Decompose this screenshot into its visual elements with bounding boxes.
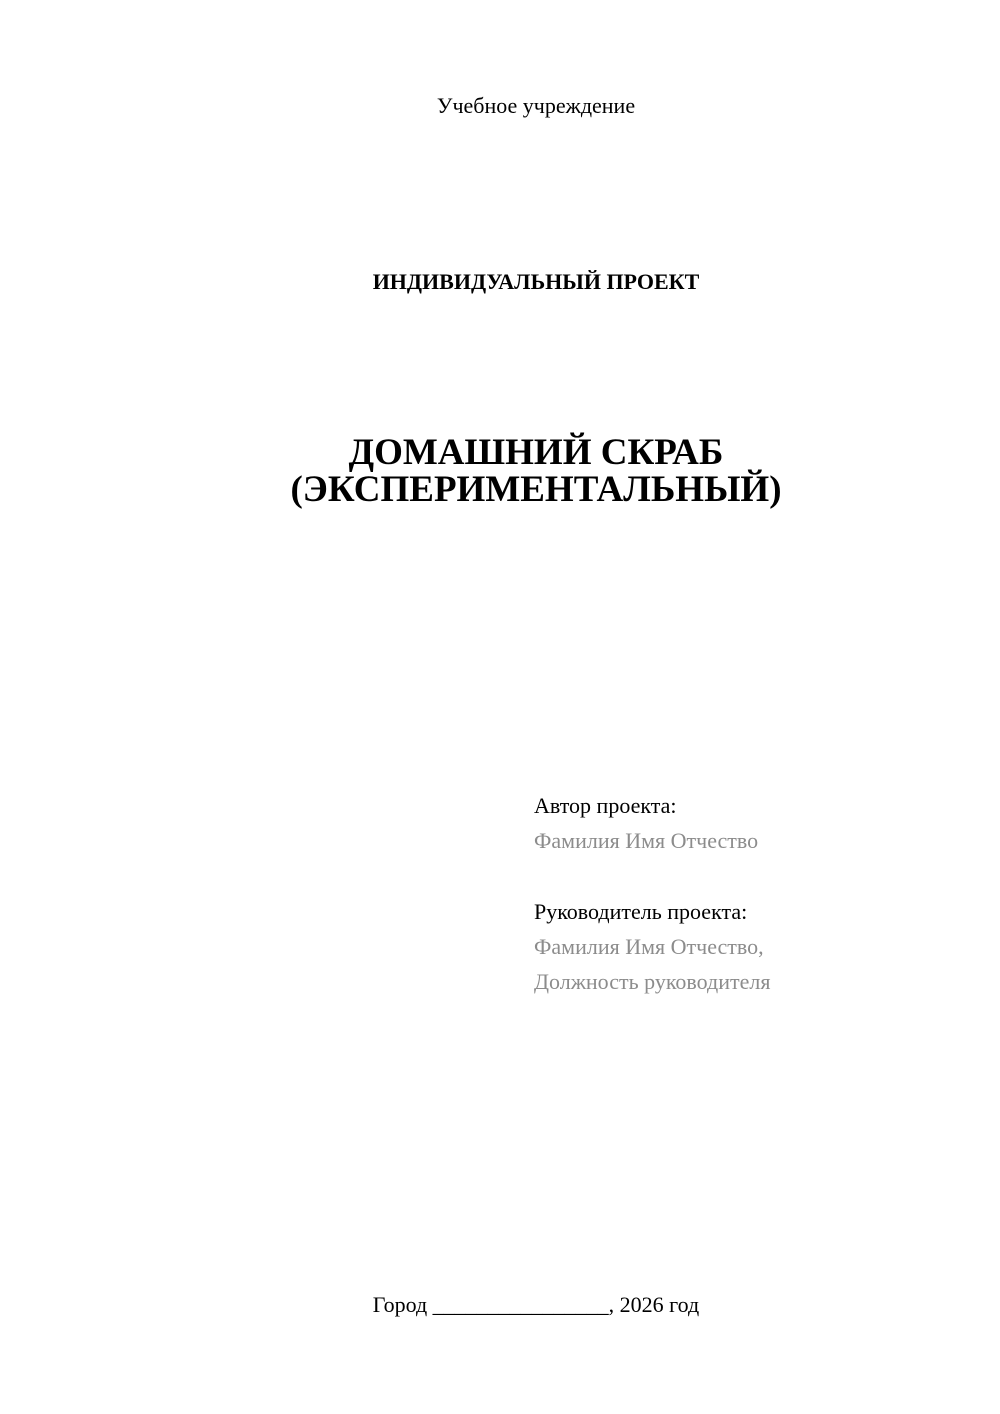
- project-title-line-2: (ЭКСПЕРИМЕНТАЛЬНЫЙ): [290, 469, 782, 510]
- city-year-line: Город ________________, 2026 год: [372, 1292, 700, 1317]
- institution-name: Учебное учреждение: [436, 93, 636, 118]
- project-info-block: [534, 788, 770, 999]
- supervisor-label: Руководитель проекта:: [534, 899, 748, 924]
- document-type: ИНДИВИДУАЛЬНЫЙ ПРОЕКТ: [372, 269, 700, 294]
- supervisor-position-placeholder: Должность руководителя: [534, 969, 771, 994]
- author-label: Автор проекта:: [534, 793, 677, 818]
- project-title: [0, 434, 1000, 508]
- author-name-placeholder: Фамилия Имя Отчество: [534, 828, 759, 853]
- project-title-line-1: ДОМАШНИЙ СКРАБ: [348, 432, 724, 473]
- info-spacer: [534, 858, 770, 894]
- supervisor-name-placeholder: Фамилия Имя Отчество,: [534, 934, 764, 959]
